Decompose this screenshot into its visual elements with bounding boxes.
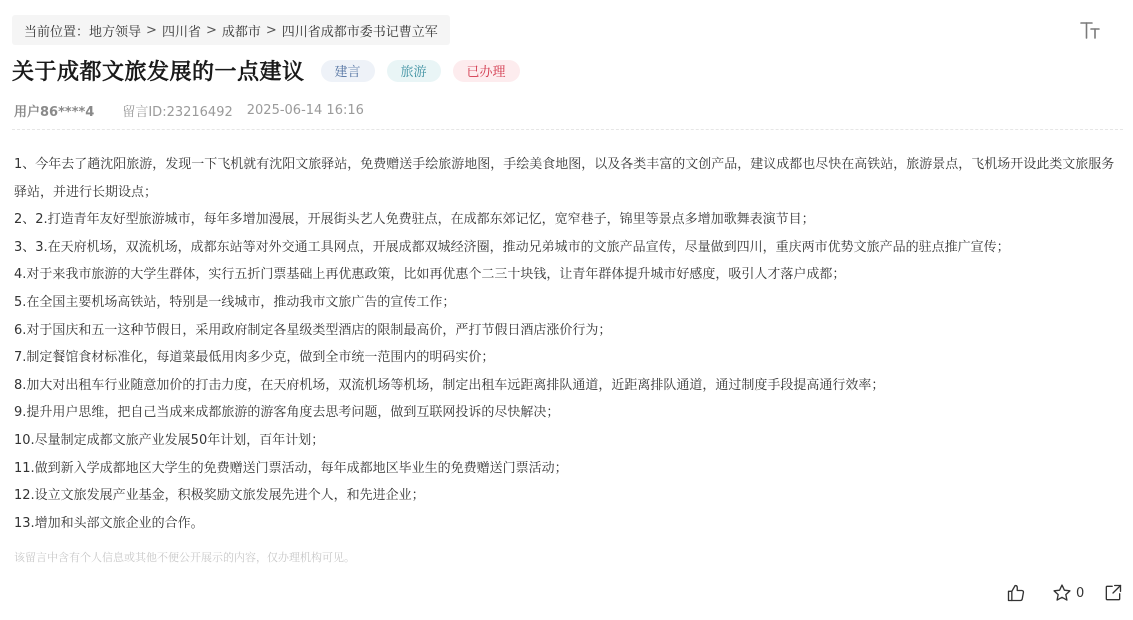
breadcrumb-prefix: 当前位置： bbox=[24, 24, 90, 40]
action-bar bbox=[1006, 582, 1123, 604]
content-paragraph: 5.在全国主要机场高铁站，特别是一线城市，推动我市文旅广告的宣传工作； bbox=[14, 294, 456, 310]
author-name: 用户86****4 bbox=[14, 105, 95, 120]
status-badge: 已办理 bbox=[453, 60, 520, 82]
breadcrumb-item-local-leaders[interactable]: 地方领导 bbox=[89, 24, 142, 40]
divider bbox=[12, 129, 1123, 130]
content-paragraph: 11.做到新入学成都地区大学生的免费赠送门票活动，每年成都地区毕业生的免费赠送门票活动； bbox=[14, 460, 568, 476]
title-row bbox=[12, 55, 520, 86]
content-paragraph: 2、2.打造青年友好型旅游城市，每年多增加漫展，开展街头艺人免费驻点，在成都东郊记忆，宽窄巷子，锦里等景点多增加歌舞表演节目； bbox=[14, 212, 815, 228]
breadcrumb-separator: > bbox=[146, 22, 157, 38]
content-paragraph: 10.尽量制定成都文旅产业发展50年计划，百年计划； bbox=[14, 432, 325, 448]
favorite-count: 0 bbox=[1076, 585, 1085, 601]
content-paragraph: 13.增加和头部文旅企业的合作。 bbox=[14, 515, 204, 531]
breadcrumb-separator: > bbox=[265, 22, 277, 38]
thumbs-up-icon bbox=[1006, 583, 1026, 603]
content-paragraph: 3、3.在天府机场，双流机场，成都东站等对外交通工具网点，开展成都双城经济圈，推动兄弟城市的文旅产品宣传，尽量做到四川，重庆两市优势文旅产品的驻点推广宣传； bbox=[14, 239, 1010, 255]
share-button[interactable] bbox=[1103, 583, 1123, 603]
content-paragraph: 1、今年去了趟沈阳旅游，发现一下飞机就有沈阳文旅驿站，免费赠送手绘旅游地图，手绘美食地图，以及各类丰富的文创产品，建议成都也尽快在高铁站，旅游景点，飞机场开设此类文旅服务驿站，并进行长期设点； bbox=[14, 157, 1115, 200]
post-meta bbox=[14, 101, 364, 120]
page-title: 关于成都文旅发展的一点建议 bbox=[12, 60, 305, 85]
content-paragraph: 9.提升用户思维，把自己当成来成都旅游的游客角度去思考问题，做到互联网投诉的尽快解决； bbox=[14, 405, 560, 421]
post-time: 2025-06-14 16:16 bbox=[246, 103, 364, 118]
tag-suggestion: 建言 bbox=[321, 60, 375, 82]
text-size-icon[interactable] bbox=[1078, 18, 1102, 42]
content-paragraph: 4.对于来我市旅游的大学生群体，实行五折门票基础上再优惠政策，比如再优惠个二三十块钱，让青年群体提升城市好感度，吸引人才落户成都； bbox=[14, 267, 846, 283]
breadcrumb-item-chengdu[interactable]: 成都市 bbox=[221, 24, 261, 40]
breadcrumb-item-sichuan[interactable]: 四川省 bbox=[161, 24, 201, 40]
message-id: 留言ID:23216492 bbox=[122, 105, 233, 120]
breadcrumb-item-party-secretary[interactable]: 四川省成都市委书记曹立军 bbox=[281, 24, 438, 40]
privacy-note: 该留言中含有个人信息或其他不便公开展示的内容，仅办理机构可见。 bbox=[14, 551, 355, 564]
content-paragraph: 12.设立文旅发展产业基金，积极奖励文旅发展先进个人，和先进企业； bbox=[14, 488, 425, 504]
like-button[interactable] bbox=[1006, 583, 1028, 603]
content-paragraph: 7.制定餐馆食材标准化，每道菜最低用肉多少克，做到全市统一范围内的明码实价； bbox=[14, 350, 495, 366]
share-icon bbox=[1103, 583, 1123, 603]
content-paragraph: 8.加大对出租车行业随意加价的打击力度，在天府机场，双流机场等机场，制定出租车远距离排队通道，近距离排队通道，通过制度手段提高通行效率； bbox=[14, 377, 885, 393]
breadcrumb-separator: > bbox=[205, 22, 217, 38]
content-paragraph: 6.对于国庆和五一这种节假日，采用政府制定各星级类型酒店的限制最高价，严打节假日酒店涨价行为； bbox=[14, 322, 612, 338]
tag-tourism: 旅游 bbox=[387, 60, 441, 82]
favorite-button[interactable] bbox=[1052, 583, 1084, 603]
star-icon bbox=[1052, 583, 1072, 603]
breadcrumb bbox=[12, 15, 450, 45]
post-content bbox=[14, 151, 1122, 537]
